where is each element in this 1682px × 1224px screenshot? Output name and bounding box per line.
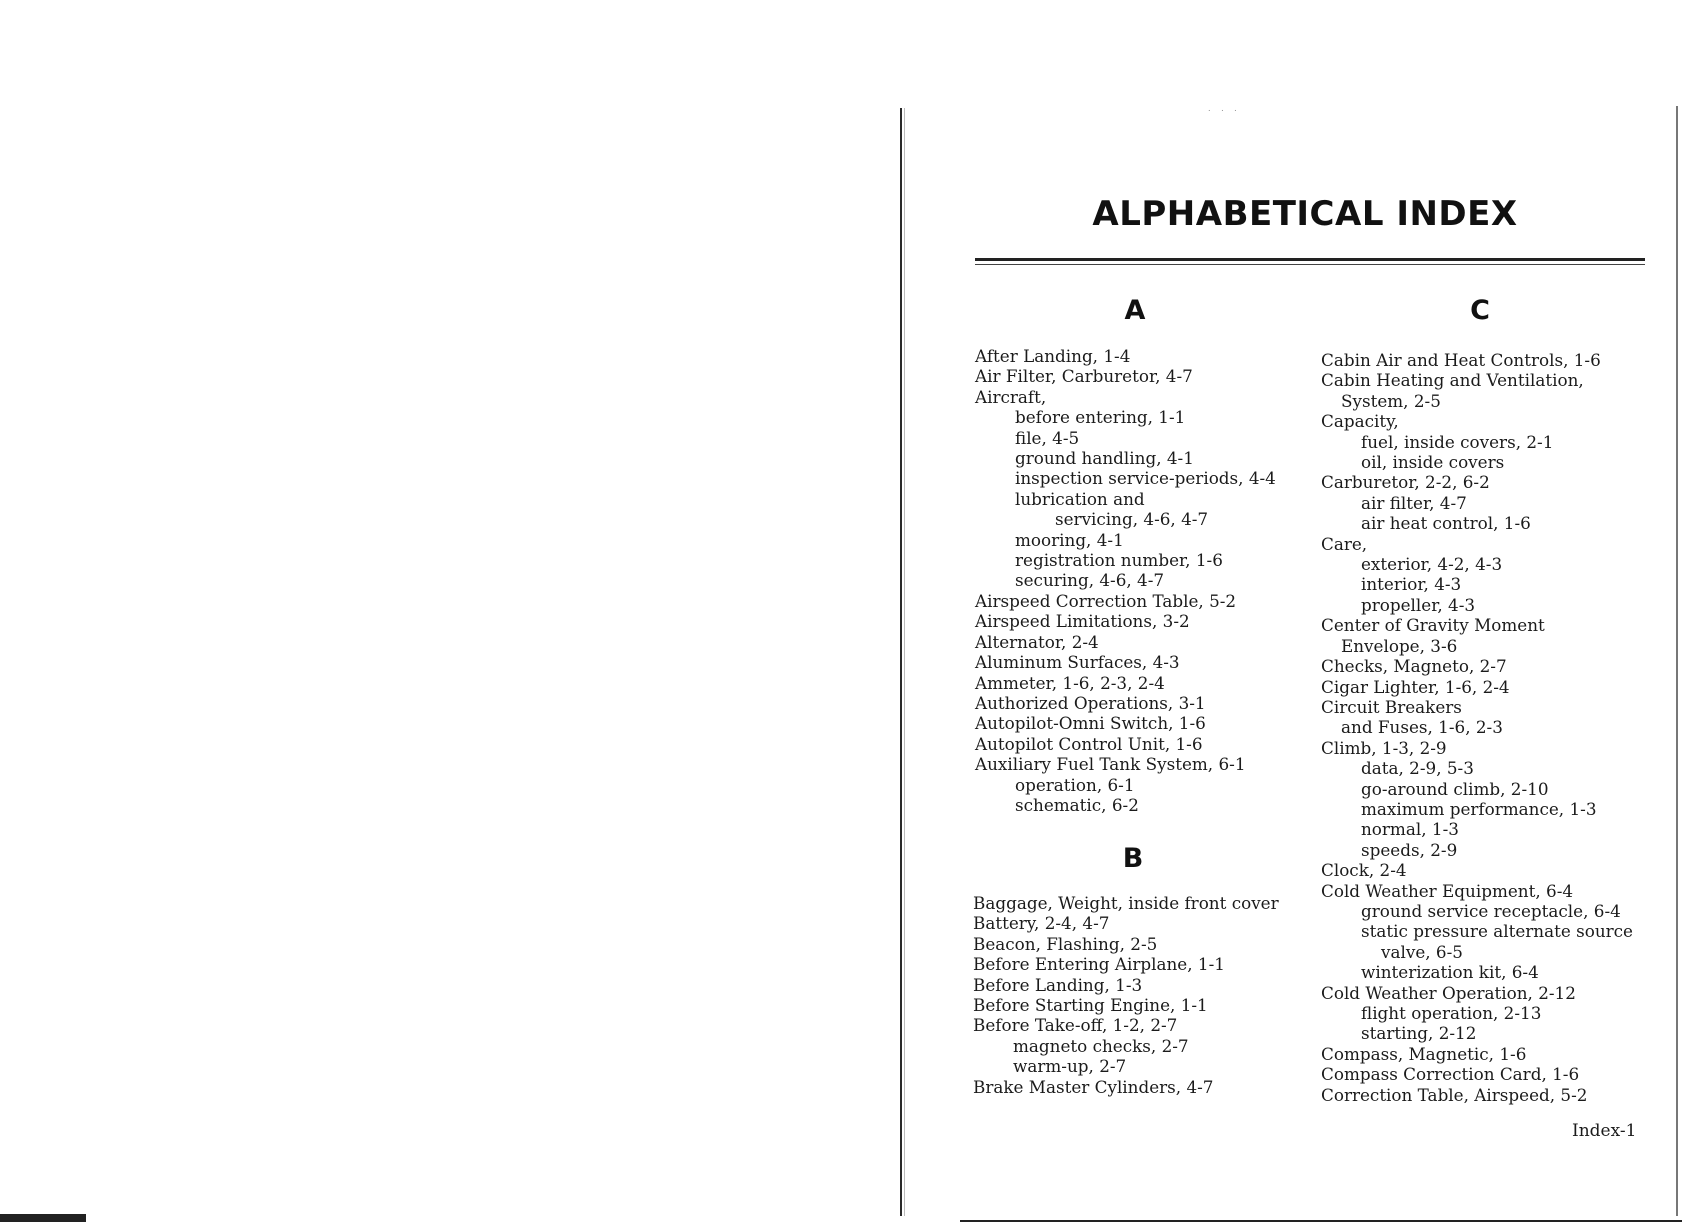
page-bottom-edge [960, 1220, 1682, 1222]
index-entry: Capacity, [1321, 411, 1399, 432]
index-entry: Cold Weather Equipment, 6-4 [1321, 880, 1574, 901]
index-subentry: operation, 6-1 [1015, 774, 1135, 795]
index-subentry: securing, 4-6, 4-7 [1015, 570, 1165, 591]
index-subentry: data, 2-9, 5-3 [1361, 758, 1474, 779]
index-entry: Battery, 2-4, 4-7 [973, 913, 1110, 934]
index-subentry: ground handling, 4-1 [1015, 448, 1194, 469]
index-entry: Brake Master Cylinders, 4-7 [973, 1076, 1214, 1097]
index-entry: Care, [1321, 533, 1368, 554]
index-entry: Before Starting Engine, 1-1 [973, 995, 1208, 1016]
title-rule-thick [975, 258, 1645, 261]
index-entry: Before Landing, 1-3 [973, 974, 1143, 995]
scan-dots: . . . [1208, 104, 1241, 113]
index-subentry: air heat control, 1-6 [1361, 513, 1531, 534]
section-heading-c: C [1470, 295, 1490, 326]
title-rule-thin [975, 264, 1645, 265]
index-entry: Baggage, Weight, inside front cover [973, 893, 1279, 913]
index-entry: Alternator, 2-4 [975, 631, 1099, 652]
scan-mark [0, 1214, 86, 1222]
index-subentry: exterior, 4-2, 4-3 [1361, 554, 1503, 575]
section-heading-b: B [1122, 843, 1144, 874]
index-entry: Aluminum Surfaces, 4-3 [975, 652, 1180, 673]
index-subentry: maximum performance, 1-3 [1361, 798, 1597, 819]
index-entry: Before Entering Airplane, 1-1 [973, 954, 1225, 975]
index-entry: Air Filter, Carburetor, 4-7 [975, 366, 1193, 387]
index-entry: Correction Table, Airspeed, 5-2 [1321, 1084, 1588, 1105]
index-column-c [1321, 350, 1633, 1105]
section-heading-a: A [1124, 295, 1146, 326]
index-subentry: warm-up, 2-7 [1013, 1056, 1127, 1077]
index-entry: Before Take-off, 1-2, 2-7 [973, 1015, 1178, 1036]
index-subentry: air filter, 4-7 [1361, 492, 1467, 513]
index-entry: Compass Correction Card, 1-6 [1321, 1064, 1580, 1085]
index-subentry-continuation: servicing, 4-6, 4-7 [1055, 509, 1209, 530]
book-spine-line [900, 108, 902, 1216]
index-entry: Cabin Air and Heat Controls, 1-6 [1321, 350, 1601, 370]
index-subentry: flight operation, 2-13 [1361, 1003, 1542, 1023]
index-entry: After Landing, 1-4 [975, 346, 1131, 366]
index-subentry: fuel, inside covers, 2-1 [1361, 431, 1554, 452]
index-subentry: mooring, 4-1 [1015, 529, 1124, 550]
index-entry: Checks, Magneto, 2-7 [1321, 656, 1507, 677]
index-entry-continuation: System, 2-5 [1341, 390, 1441, 411]
index-subentry: file, 4-5 [1015, 427, 1080, 448]
index-subentry: starting, 2-12 [1361, 1023, 1477, 1044]
index-subentry: inspection service-periods, 4-4 [1015, 468, 1276, 489]
index-subentry: interior, 4-3 [1361, 574, 1462, 595]
index-subentry: winterization kit, 6-4 [1361, 962, 1539, 983]
index-entry: Climb, 1-3, 2-9 [1321, 737, 1447, 758]
index-entry: Cold Weather Operation, 2-12 [1321, 982, 1576, 1003]
index-subentry: static pressure alternate source [1361, 921, 1633, 942]
index-entry: Carburetor, 2-2, 6-2 [1321, 472, 1490, 493]
index-subentry: oil, inside covers [1361, 452, 1505, 473]
index-entry: Circuit Breakers [1321, 696, 1462, 717]
index-entry: Airspeed Correction Table, 5-2 [975, 590, 1237, 611]
index-entry: Cabin Heating and Ventilation, [1321, 370, 1584, 391]
index-subentry: speeds, 2-9 [1361, 839, 1458, 860]
index-subentry: ground service receptacle, 6-4 [1361, 900, 1621, 921]
page-right-edge [1676, 106, 1678, 1216]
index-subentry: before entering, 1-1 [1015, 407, 1186, 428]
book-spine-shadow [904, 108, 905, 1216]
index-entry: Clock, 2-4 [1321, 860, 1407, 881]
index-entry: Compass, Magnetic, 1-6 [1321, 1043, 1527, 1064]
index-entry: Ammeter, 1-6, 2-3, 2-4 [975, 672, 1165, 693]
index-column-a [975, 346, 1276, 815]
index-subentry: registration number, 1-6 [1015, 550, 1223, 571]
index-entry: Autopilot Control Unit, 1-6 [975, 733, 1203, 754]
index-subentry: normal, 1-3 [1361, 819, 1459, 840]
index-subentry: lubrication and [1015, 488, 1145, 509]
index-entry: Airspeed Limitations, 3-2 [975, 611, 1190, 632]
index-entry: Cigar Lighter, 1-6, 2-4 [1321, 676, 1510, 697]
index-entry-continuation: Envelope, 3-6 [1341, 635, 1458, 656]
index-subentry-continuation: valve, 6-5 [1381, 941, 1463, 962]
index-subentry: go-around climb, 2-10 [1361, 778, 1549, 799]
page-number: Index-1 [1572, 1121, 1637, 1141]
index-entry: Auxiliary Fuel Tank System, 6-1 [975, 754, 1246, 775]
index-entry: Autopilot-Omni Switch, 1-6 [975, 713, 1206, 734]
page-title: ALPHABETICAL INDEX [1092, 194, 1518, 234]
index-entry-continuation: and Fuses, 1-6, 2-3 [1341, 717, 1503, 738]
index-subentry: magneto checks, 2-7 [1013, 1035, 1189, 1056]
index-subentry: schematic, 6-2 [1015, 794, 1139, 815]
index-entry: Aircraft, [975, 386, 1047, 407]
index-entry: Center of Gravity Moment [1321, 615, 1545, 636]
index-subentry: propeller, 4-3 [1361, 594, 1476, 615]
index-entry: Beacon, Flashing, 2-5 [973, 933, 1158, 954]
index-entry: Authorized Operations, 3-1 [975, 692, 1206, 713]
index-column-b [973, 893, 1279, 1097]
